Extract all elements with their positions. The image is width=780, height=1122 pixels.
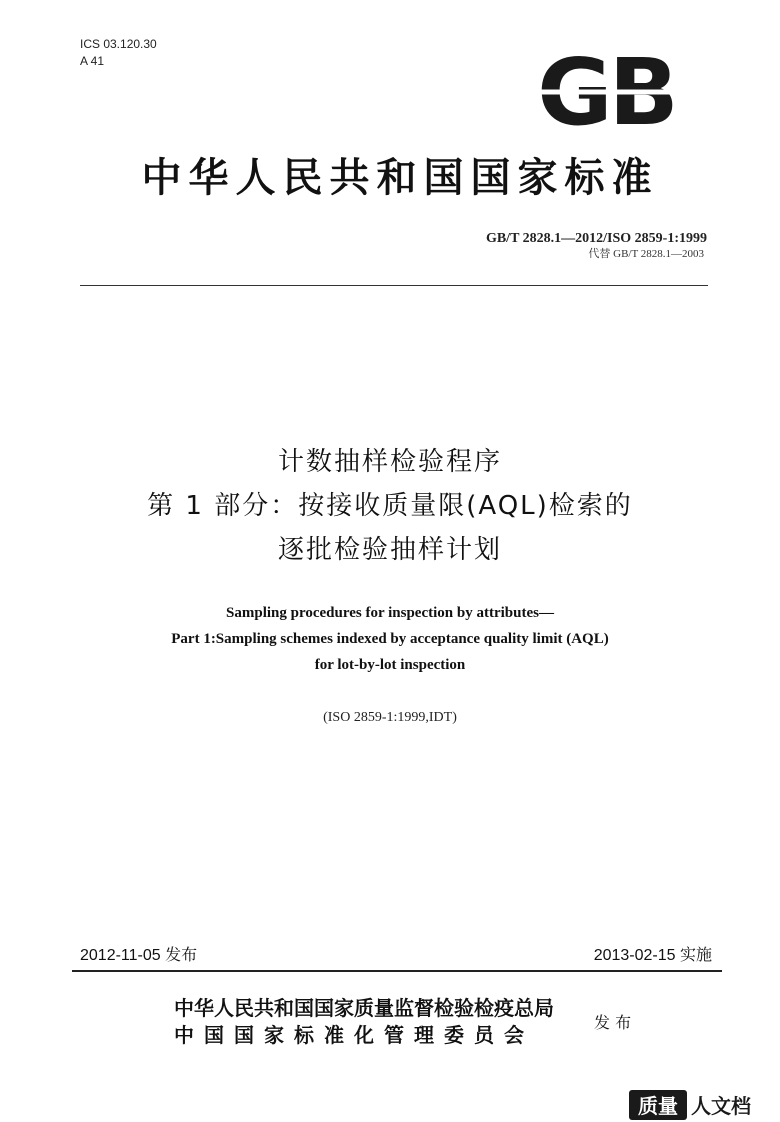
english-title-line2: Part 1:Sampling schemes indexed by acceptance quality limit (AQL): [171, 631, 609, 647]
header-divider: [80, 285, 708, 286]
ics-code: ICS 03.120.30: [80, 37, 157, 51]
standard-number: GB/T 2828.1—2012/ISO 2859-1:1999: [485, 231, 707, 246]
gb-logo: [522, 46, 690, 136]
iso-reference: (ISO 2859-1:1999,IDT): [323, 710, 457, 725]
issue-label: 发 布: [594, 1013, 632, 1032]
footer-divider: [72, 970, 722, 972]
issuer-aqsiq: 中华人民共和国国家质量监督检验检疫总局: [174, 996, 554, 1020]
national-standard-title: 中华人民共和国国家标准: [141, 154, 659, 201]
ccs-code: A 41: [80, 54, 105, 68]
chinese-title: [60, 440, 720, 572]
watermark-part2: 人文档: [691, 1094, 751, 1118]
classification-codes: [80, 36, 157, 70]
chinese-title-line1: 计数抽样检验程序: [277, 447, 502, 477]
issuing-authorities: [174, 995, 554, 1049]
replaces-note: 代替 GB/T 2828.1—2003: [588, 248, 704, 260]
english-title-line1: Sampling procedures for inspection by attributes—: [226, 605, 554, 621]
english-title-line3: for lot-by-lot inspection: [314, 657, 466, 673]
chinese-title-line2: 第 1 部分：按接收质量限(AQL)检索的: [147, 491, 633, 521]
watermark-logo: [627, 1088, 777, 1122]
issuer-sac: 中国国家标准化管理委员会: [174, 1023, 534, 1047]
implement-date: 2013-02-15 实施: [593, 947, 712, 964]
watermark-part1: 质量: [638, 1094, 678, 1118]
chinese-title-line3: 逐批检验抽样计划: [277, 535, 502, 565]
logo-text: GB: [537, 46, 675, 136]
publish-date: 2012-11-05 发布: [80, 947, 198, 964]
english-title: [60, 600, 720, 678]
